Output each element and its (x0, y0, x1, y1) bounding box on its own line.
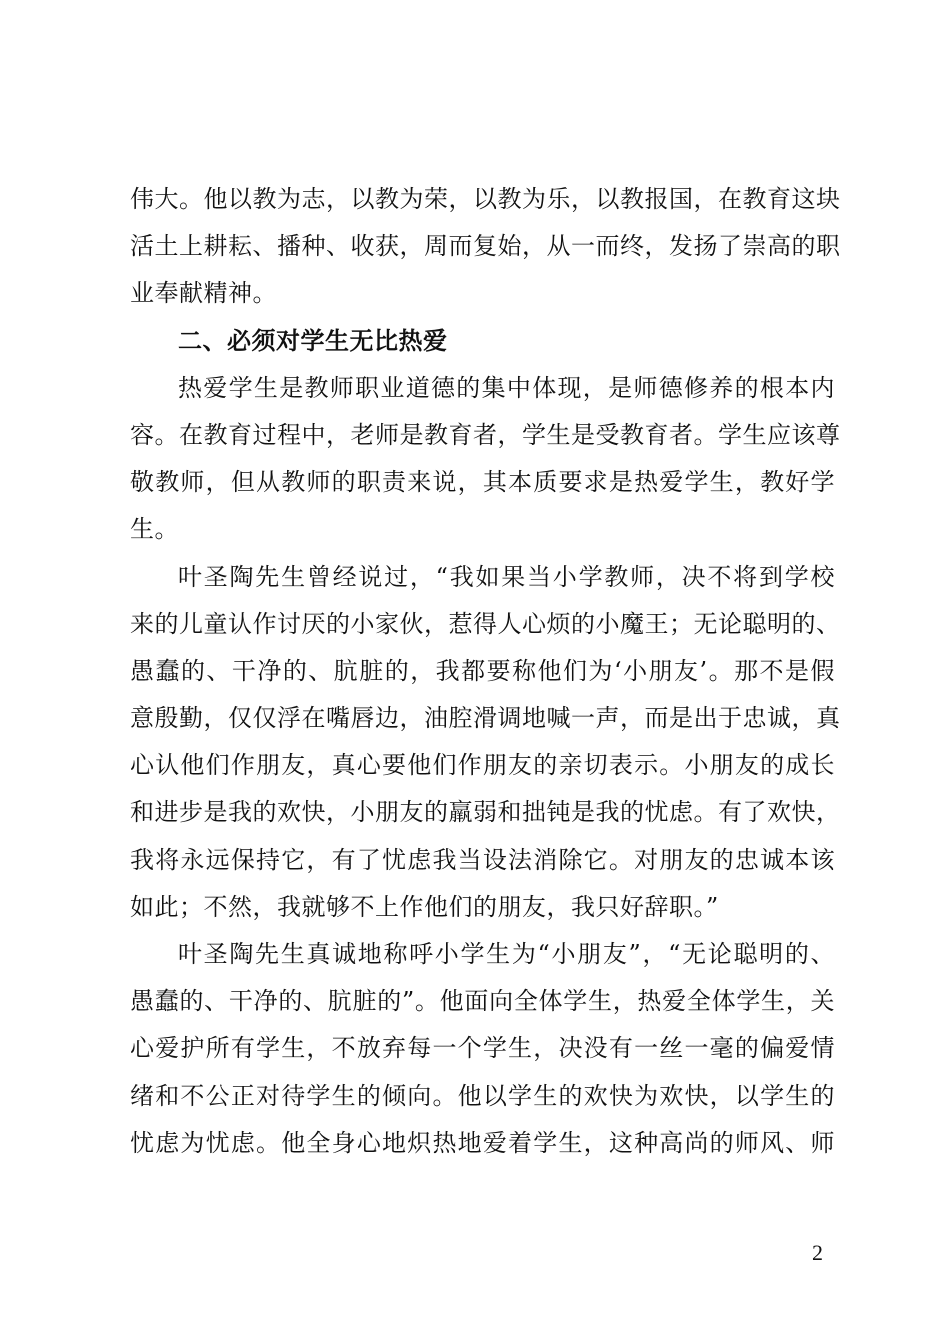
text-line: 业奉献精神。 (130, 279, 277, 308)
text-line: 意殷勤，仅仅浮在嘴唇边，油腔滑调地喊一声，而是出于忠诚，真 (130, 704, 841, 733)
text-line: 愚蠢的、干净的、肮脏的，我都要称他们为‘小朋友’。那不是假 (130, 656, 835, 685)
text-line: 叶圣陶先生真诚地称呼小学生为“小朋友”，“无论聪明的、 (178, 940, 835, 968)
text-line: 热爱学生是教师职业道德的集中体现，是师德修养的根本内 (178, 373, 835, 402)
text-line: 如此；不然，我就够不上作他们的朋友，我只好辞职。” (130, 892, 719, 921)
text-line: 生。 (130, 515, 179, 544)
page-number: 2 (812, 1240, 823, 1265)
text-line: 和进步是我的欢快，小朋友的羸弱和拙钝是我的忧虑。有了欢快， (130, 798, 841, 827)
text-line: 愚蠢的、干净的、肮脏的”。他面向全体学生，热爱全体学生，关 (130, 987, 835, 1016)
text-line: 叶圣陶先生曾经说过，“我如果当小学教师，决不将到学校 (178, 562, 835, 591)
text-line: 心爱护所有学生，不放弃每一个学生，决没有一丝一毫的偏爱情 (130, 1034, 835, 1063)
text-line: 心认他们作朋友，真心要他们作朋友的亲切表示。小朋友的成长 (130, 751, 835, 780)
text-line: 我将永远保持它，有了忧虑我当设法消除它。对朋友的忠诚本该 (130, 845, 835, 874)
section-heading: 二、必须对学生无比热爱 (178, 326, 448, 355)
text-line: 来的儿童认作讨厌的小家伙，惹得人心烦的小魔王；无论聪明的、 (130, 609, 841, 638)
text-line: 绪和不公正对待学生的倾向。他以学生的欢快为欢快，以学生的 (130, 1081, 835, 1110)
document-body (130, 176, 841, 1167)
text-line: 容。在教育过程中，老师是教育者，学生是受教育者。学生应该尊 (130, 420, 841, 449)
text-line: 伟大。他以教为志，以教为荣，以教为乐，以教报国，在教育这块 (130, 185, 841, 213)
text-line: 忧虑为忧虑。他全身心地炽热地爱着学生，这种高尚的师风、师 (130, 1128, 835, 1157)
text-line: 敬教师，但从教师的职责来说，其本质要求是热爱学生，教好学 (130, 468, 835, 497)
text-line: 活土上耕耘、播种、收获，周而复始，从一而终，发扬了崇高的职 (130, 232, 841, 261)
